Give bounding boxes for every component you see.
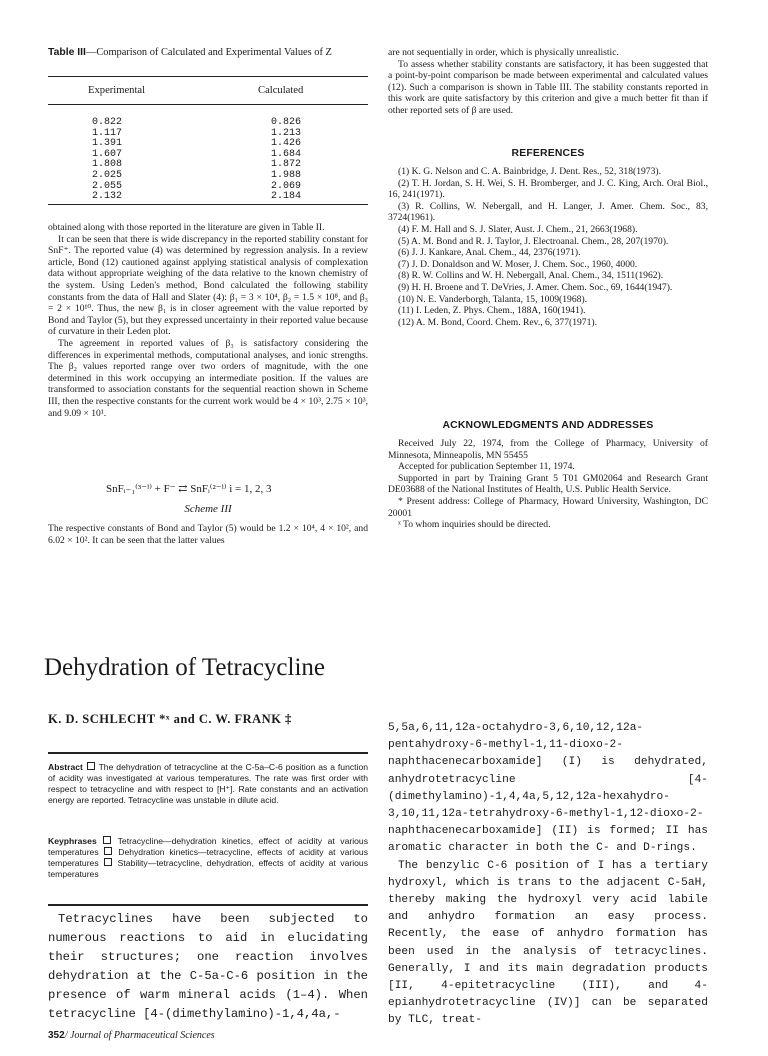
- reference-item: (7) J. D. Donaldson and W. Moser, J. Chem. Soc., 1960, 4000.: [398, 258, 638, 270]
- ack-item: Accepted for publication September 11, 1974.: [398, 461, 575, 473]
- keyphrase: Stability—tetracycline, dehydration, effects of acidity at various temperatures: [48, 858, 369, 879]
- table-caption: [48, 47, 368, 59]
- abstract-label: Abstract: [48, 762, 83, 772]
- reference-item: (9) H. H. Broene and T. DeVries, J. Amer. Chem. Soc., 69, 1644(1947).: [398, 281, 673, 293]
- box-bullet-icon: [104, 847, 112, 855]
- reference-item: (8) R. W. Collins and W. H. Nebergall, Anal. Chem., 34, 1511(1962).: [398, 270, 664, 282]
- box-bullet-icon: [103, 836, 111, 844]
- reference-item: (10) N. E. Vanderborgh, Talanta, 15, 1009(1968).: [398, 293, 588, 305]
- acknowledgments-heading: ACKNOWLEDGMENTS AND ADDRESSES: [442, 420, 654, 431]
- paragraph: The benzylic C-6 position of I has a tertiary hydroxyl, which is trans to the adjacent C-5aH, thereby making the hydroxyl very acid labile and anhydro formation an easy process. Recently, the ease of anhydro formation has been used in the analysis of tetracyclines. Generally, I and its main degradation products [II, 4-epitetracycline (III), and 4-epianhydrotetracycline (IV)] can be separated by TLC, treat-: [388, 859, 708, 1027]
- table-cell: 1.684: [271, 148, 302, 160]
- table-cell: 2.069: [271, 180, 302, 192]
- ack-item: ˣ To whom inquiries should be directed.: [398, 519, 551, 531]
- table-bottom-rule: [48, 204, 368, 205]
- box-bullet-icon: [87, 762, 95, 770]
- table-cell: 0.826: [271, 117, 302, 128]
- ack-item: Supported in part by Training Grant 5 T01 GM02064 and Research Grant DE03688 of the National Institutes of Health, U.S. Public Health Service.: [388, 472, 708, 496]
- table-cell: 1.988: [271, 169, 302, 181]
- paragraph: To assess whether stability constants are satisfactory, it has been suggested that a point-by-point comparison be made between experimental and calculated values (12). Such a comparison is shown in Table III. The stability constants reported in this work are quite satisfactory by this criterion and give a much better fit than if other reported sets of β are used.: [388, 58, 708, 116]
- table-column-calculated: [271, 118, 301, 203]
- table-cell: 1.607: [92, 148, 123, 160]
- article-body-right: [388, 720, 708, 1030]
- reference-list: [388, 166, 708, 328]
- page-footer: [48, 1030, 215, 1041]
- ack-item: Received July 22, 1974, from the College of Pharmacy, University of Minnesota, Minneapolis, MN 55455: [388, 438, 708, 461]
- abstract: [48, 762, 368, 806]
- reference-item: (4) F. M. Hall and S. J. Slater, Aust. J. Chem., 21, 2663(1968).: [398, 223, 638, 235]
- reference-item: (1) K. G. Nelson and C. A. Bainbridge, J. Dent. Res., 52, 318(1973).: [398, 166, 661, 177]
- left-column-text: [48, 222, 368, 419]
- table-cell: 2.184: [271, 191, 302, 203]
- box-bullet-icon: [104, 858, 112, 866]
- references-heading: REFERENCES: [511, 148, 585, 159]
- table-cell: 2.132: [92, 191, 123, 203]
- reference-item: (11) I. Leden, Z. Phys. Chem., 188A, 160(1941).: [398, 305, 586, 317]
- paragraph: obtained along with those reported in the literature are given in Table II.: [48, 222, 325, 233]
- scheme-label: Scheme III: [184, 503, 232, 515]
- article-body-left: [48, 910, 368, 1024]
- table-label: Table III: [48, 47, 86, 58]
- journal-name: / Journal of Pharmaceutical Sciences: [64, 1030, 215, 1041]
- reference-item: (5) A. M. Bond and R. J. Taylor, J. Electroanal. Chem., 28, 207(1970).: [398, 235, 669, 247]
- table-top-rule: [48, 76, 368, 77]
- article-title: Dehydration of Tetracycline: [44, 654, 326, 681]
- table-header-rule: [48, 104, 368, 105]
- keyphrase: Tetracycline—dehydration kinetics, effect of acidity at various temperatures: [48, 836, 368, 857]
- page-number: 352: [48, 1030, 65, 1041]
- right-column-text: [388, 47, 708, 117]
- table-cell: 2.055: [92, 180, 123, 192]
- paragraph: are not sequentially in order, which is physically unrealistic.: [388, 47, 619, 58]
- keyphrase: Dehydration kinetics—tetracycline, effects of acidity at various temperatures: [48, 847, 368, 868]
- table-cell: 2.025: [92, 169, 123, 181]
- reference-item: (6) J. J. Kankare, Anal. Chem., 44, 2376(1971).: [398, 247, 581, 259]
- reference-item: (12) A. M. Bond, Coord. Chem. Rev., 6, 377(1971).: [398, 316, 597, 328]
- paragraph: It can be seen that there is wide discrepancy in the reported stability constant for SnF⁺. The reported value (4) was determined by regression analysis. In a review article, Bond (12) cautioned against applying statistical analysis of complexation data without appropriate weighing of the data relative to the known chemistry of the system. Using Leden's method, Bond calculated the following stability constants from the data of Hall and Slater (4): β₁ = 3 × 10⁴, β₂ = 1.5 × 10⁸, and β₃ = 2 × 10¹⁰. Thus, the new β₁ is in closer agreement with the value reported by Bond and Taylor (5), but they expressed uncertainty in their reported value because of curvature in their Leden plot.: [48, 233, 368, 338]
- article-authors: K. D. SCHLECHT *ˣ and C. W. FRANK ‡: [48, 712, 292, 726]
- paragraph: The respective constants of Bond and Taylor (5) would be 1.2 × 10⁴, 4 × 10², and 6.02 × 10². It can be seen that the latter values: [48, 523, 368, 546]
- table-header-calculated: Calculated: [258, 85, 304, 96]
- table-header-experimental: Experimental: [88, 85, 146, 96]
- table-cell: 1.426: [271, 138, 302, 150]
- paragraph: 5,5a,6,11,12a-octahydro-3,6,10,12,12a-pentahydroxy-6-methyl-1,11-dioxo-2-naphthacenecarboxamide] (I) is dehydrated, anhydrotetracycline [4-(dimethylamino)-1,4,4a,5,12,12a-hexahydro-3,10,11,12a-tetrahydroxy-6-methyl-1,12-dioxo-2-naphthacenecarboxamide] (II) is formed; II has aromatic character in both the C- and D-rings.: [388, 722, 708, 855]
- table-cell: 1.391: [92, 138, 123, 150]
- table-cell: 1.117: [92, 127, 123, 139]
- ack-item: * Present address: College of Pharmacy, Howard University, Washington, DC 20001: [388, 495, 708, 519]
- reference-item: (2) T. H. Jordan, S. H. Wei, S. H. Bromberger, and J. C. King, Arch. Oral Biol., 16, 241(1971).: [388, 177, 708, 201]
- reference-item: (3) R. Collins, W. Nebergall, and H. Langer, J. Amer. Chem. Soc., 83, 3724(1961).: [388, 200, 708, 224]
- paragraph: The agreement in reported values of β₃ is satisfactory considering the differences in experimental methods, computational analyses, and ionic strengths. The β₂ values reported range over two orders of magnitude, with the one determined in this work occupying an intermediate position. If the values are transformed to association constants for the sequential reaction shown in Scheme III, then the respective constants for the current work would be 4 × 10³, 2.75 × 10³, and 9.09 × 10¹.: [48, 337, 368, 419]
- paragraph: Tetracyclines have been subjected to numerous reactions to aid in elucidating their structures; one reaction involves dehydration at the C-5a-C-6 position in the presence of warm mineral acids (1–4). When tetracycline [4-(dimethylamino)-1,4,4a,-: [48, 912, 368, 1021]
- abstract-text: The dehydration of tetracycline at the C-5a–C-6 position as a function of acidity was investigated at various temperatures. The rate was first order with respect to tetracycline and with respect to [H⁺]. Rate constants and an activation energy are reported. Tetracycline was unstable in dilute acid.: [48, 762, 369, 805]
- table-column-experimental: [92, 118, 122, 203]
- table-cell: 0.822: [92, 117, 123, 128]
- table-cell: 1.872: [271, 159, 302, 171]
- table-cell: 1.808: [92, 159, 123, 171]
- table-cell: 1.213: [271, 127, 302, 139]
- acknowledgments-text: [388, 438, 708, 531]
- left-column-tail: [48, 523, 368, 546]
- table-caption-text: —Comparison of Calculated and Experimental Values of Z: [85, 47, 332, 58]
- keyphrases-label: Keyphrases: [48, 836, 97, 846]
- scheme-equation: SnFᵢ₋₁⁽³⁻ⁱ⁾ + F⁻ ⇄ SnFᵢ⁽²⁻ⁱ⁾ i = 1, 2, 3: [106, 483, 272, 495]
- keyphrases: [48, 836, 368, 880]
